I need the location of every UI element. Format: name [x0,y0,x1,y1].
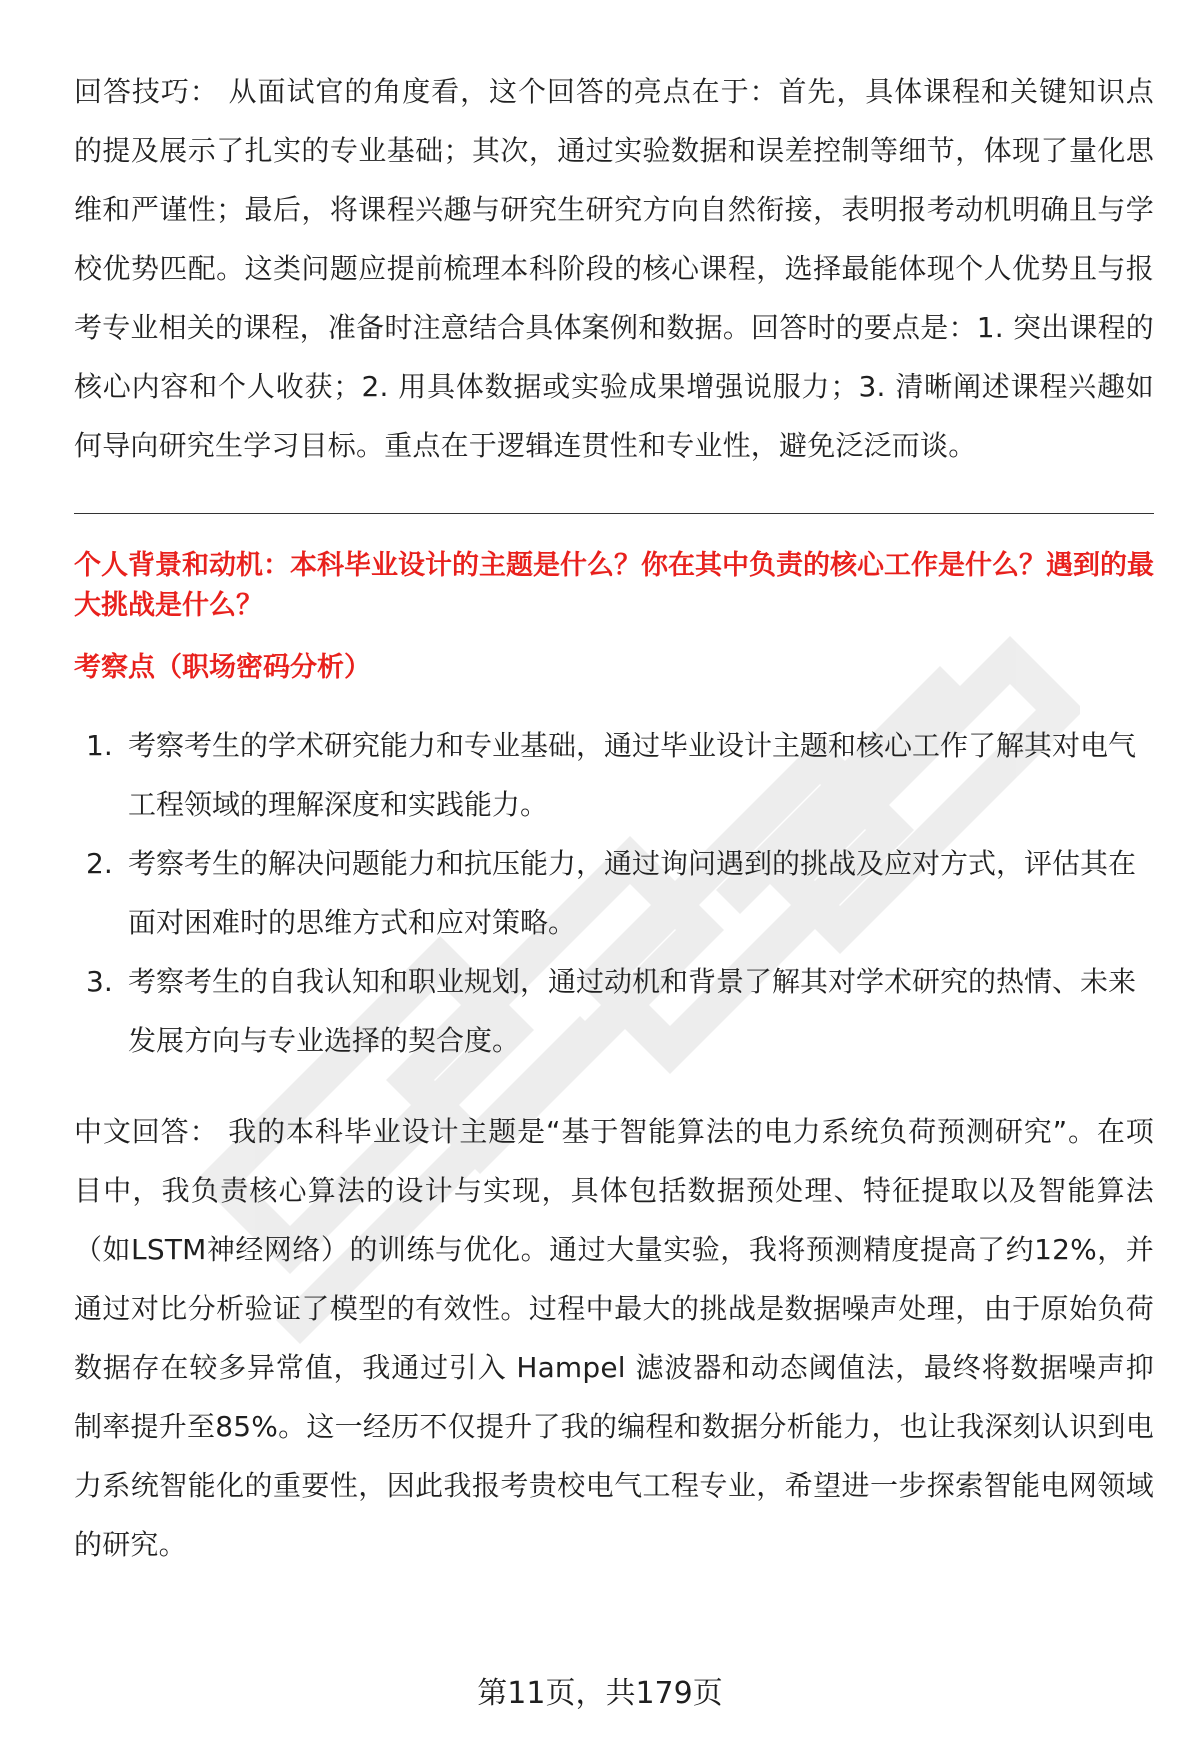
list-item-text: 考察考生的解决问题能力和抗压能力，通过询问遇到的挑战及应对方式，评估其在面对困难时的思维方式和应对策略。 [128,847,1137,939]
document-page [74,62,1154,1574]
list-item-number: 1. [86,729,113,762]
list-item-text: 考察考生的学术研究能力和专业基础，通过毕业设计主题和核心工作了解其对电气工程领域的理解深度和实践能力。 [128,729,1137,821]
exam-points-list [74,716,1154,1070]
list-item-number: 2. [86,847,113,880]
answer-tips-paragraph: 回答技巧： 从面试官的角度看，这个回答的亮点在于：首先，具体课程和关键知识点的提及展示了扎实的专业基础；其次，通过实验数据和误差控制等细节，体现了量化思维和严谨性；最后，将课程兴趣与研究生研究方向自然衔接，表明报考动机明确且与学校优势匹配。这类问题应提前梳理本科阶段的核心课程，选择最能体现个人优势且与报考专业相关的课程，准备时注意结合具体案例和数据。回答时的要点是：1. 突出课程的核心内容和个人收获；2. 用具体数据或实验成果增强说服力；3. 清晰阐述课程兴趣如何导向研究生学习目标。重点在于逻辑连贯性和专业性，避免泛泛而谈。 [74,75,1154,462]
list-item-text: 考察考生的自我认知和职业规划，通过动机和背景了解其对学术研究的热情、未来发展方向与专业选择的契合度。 [128,965,1137,1057]
list-item [74,952,1154,1070]
exam-points-heading: 考察点（职场密码分析） [74,652,371,683]
section-divider [74,513,1154,514]
page-number-footer: 第11页，共179页 [477,1676,723,1711]
chinese-answer-paragraph: 中文回答： 我的本科毕业设计主题是“基于智能算法的电力系统负荷预测研究”。在项目中，我负责核心算法的设计与实现，具体包括数据预处理、特征提取以及智能算法（如LSTM神经网络）的训练与优化。通过大量实验，我将预测精度提高了约12%，并通过对比分析验证了模型的有效性。过程中最大的挑战是数据噪声处理，由于原始负荷数据存在较多异常值，我通过引入 Hampel 滤波器和动态阈值法，最终将数据噪声抑制率提升至85%。这一经历不仅提升了我的编程和数据分析能力，也让我深刻认识到电力系统智能化的重要性，因此我报考贵校电气工程专业，希望进一步探索智能电网领域的研究。 [74,1115,1154,1561]
list-item-number: 3. [86,965,113,998]
list-item [74,834,1154,952]
interview-question-heading: 个人背景和动机：本科毕业设计的主题是什么？你在其中负责的核心工作是什么？遇到的最大挑战是什么？ [74,550,1154,621]
list-item [74,716,1154,834]
